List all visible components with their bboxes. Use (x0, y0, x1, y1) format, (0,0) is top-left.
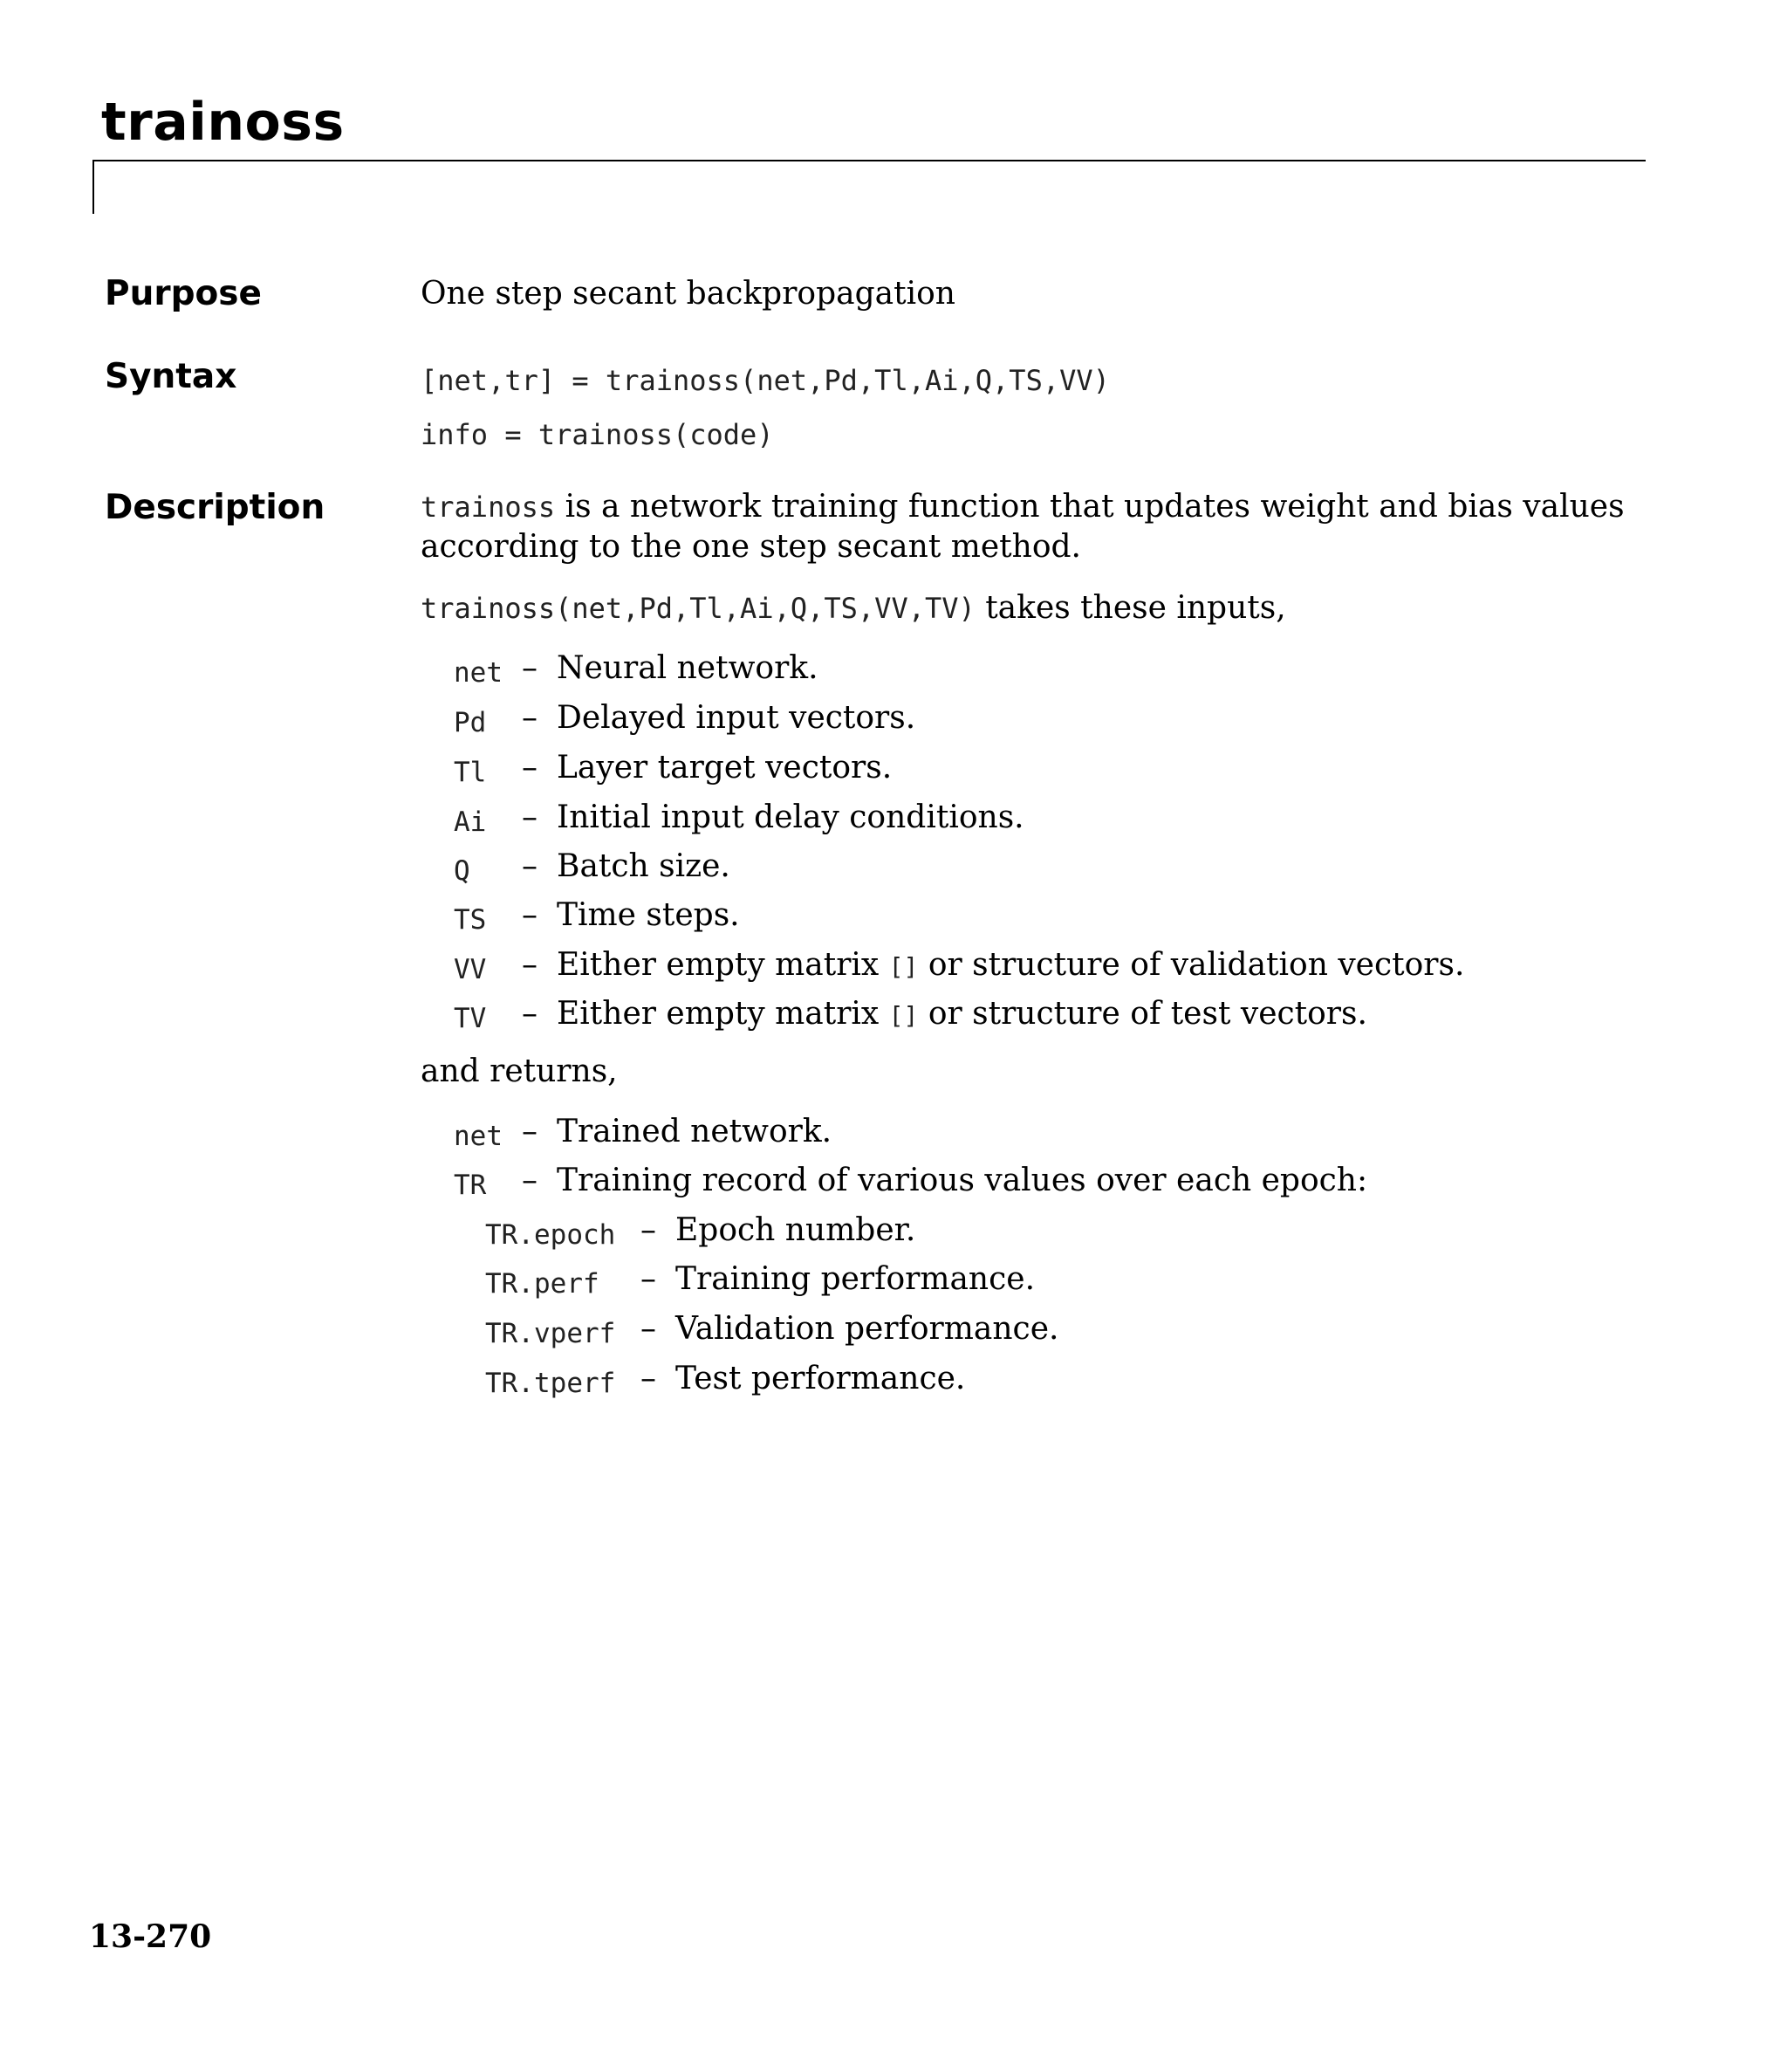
argument-description: Training record of various values over each epoch: (557, 1163, 1368, 1198)
syntax-line-1: [net,tr] = trainoss(net,Pd,Tl,Ai,Q,TS,VV) (421, 364, 1110, 397)
field-description: Test performance. (675, 1361, 966, 1396)
page-number: 13-270 (89, 1918, 212, 1955)
purpose-heading: Purpose (105, 274, 262, 313)
description-intro-line-2: according to the one step secant method. (421, 529, 1081, 565)
argument-description: Batch size. (557, 848, 730, 884)
list-dash: – (640, 1261, 656, 1297)
argument-name: TV (454, 1003, 487, 1034)
returns-text: and returns, (421, 1053, 618, 1089)
argument-description: Layer target vectors. (557, 750, 893, 786)
field-description: Validation performance. (675, 1311, 1059, 1347)
field-name: TR.epoch (485, 1219, 616, 1251)
function-name-code: trainoss (421, 491, 556, 524)
argument-name: Pd (454, 707, 487, 738)
description-heading: Description (105, 488, 325, 527)
argument-name: Tl (454, 757, 487, 788)
field-name: TR.vperf (485, 1318, 616, 1349)
argument-name: TR (454, 1170, 487, 1201)
argument-description: Time steps. (557, 897, 740, 933)
argument-description: Delayed input vectors. (557, 700, 916, 736)
list-dash: – (522, 700, 537, 736)
argument-description: Either empty matrix [] or structure of test vectors. (557, 996, 1367, 1032)
list-dash: – (522, 897, 537, 933)
field-name: TR.perf (485, 1268, 599, 1300)
argument-description: Neural network. (557, 650, 818, 686)
argument-description: Initial input delay conditions. (557, 799, 1024, 835)
call-signature-code: trainoss(net,Pd,Tl,Ai,Q,TS,VV,TV) (421, 592, 976, 625)
list-dash: – (522, 947, 537, 983)
argument-description: Either empty matrix [] or structure of validation vectors. (557, 947, 1465, 983)
argument-description: Trained network. (557, 1114, 832, 1149)
argument-name: VV (454, 954, 487, 985)
list-dash: – (640, 1311, 656, 1347)
description-call-line (421, 588, 1286, 628)
list-dash: – (522, 799, 537, 835)
title-rule-vertical (92, 160, 94, 214)
syntax-line-2: info = trainoss(code) (421, 418, 774, 451)
call-takes-inputs-text: takes these inputs, (975, 590, 1286, 626)
list-dash: – (522, 996, 537, 1032)
list-dash: – (522, 848, 537, 884)
description-intro-line-1 (421, 487, 1625, 527)
field-description: Epoch number. (675, 1212, 916, 1248)
syntax-heading: Syntax (105, 357, 237, 396)
purpose-text: One step secant backpropagation (421, 276, 955, 312)
empty-matrix-code: [] (888, 952, 919, 981)
argument-name: Q (454, 855, 470, 887)
list-dash: – (640, 1361, 656, 1396)
empty-matrix-code: [] (888, 1001, 919, 1030)
list-dash: – (522, 750, 537, 786)
field-name: TR.tperf (485, 1368, 616, 1399)
page-title: trainoss (101, 92, 345, 153)
list-dash: – (522, 650, 537, 686)
argument-name: TS (454, 904, 487, 936)
description-intro-text: is a network training function that updates weight and bias values (555, 489, 1625, 525)
list-dash: – (640, 1212, 656, 1248)
field-description: Training performance. (675, 1261, 1036, 1297)
list-dash: – (522, 1114, 537, 1149)
title-rule-horizontal (92, 160, 1646, 161)
argument-name: net (454, 657, 503, 689)
argument-name: net (454, 1121, 503, 1152)
argument-name: Ai (454, 806, 487, 838)
list-dash: – (522, 1163, 537, 1198)
